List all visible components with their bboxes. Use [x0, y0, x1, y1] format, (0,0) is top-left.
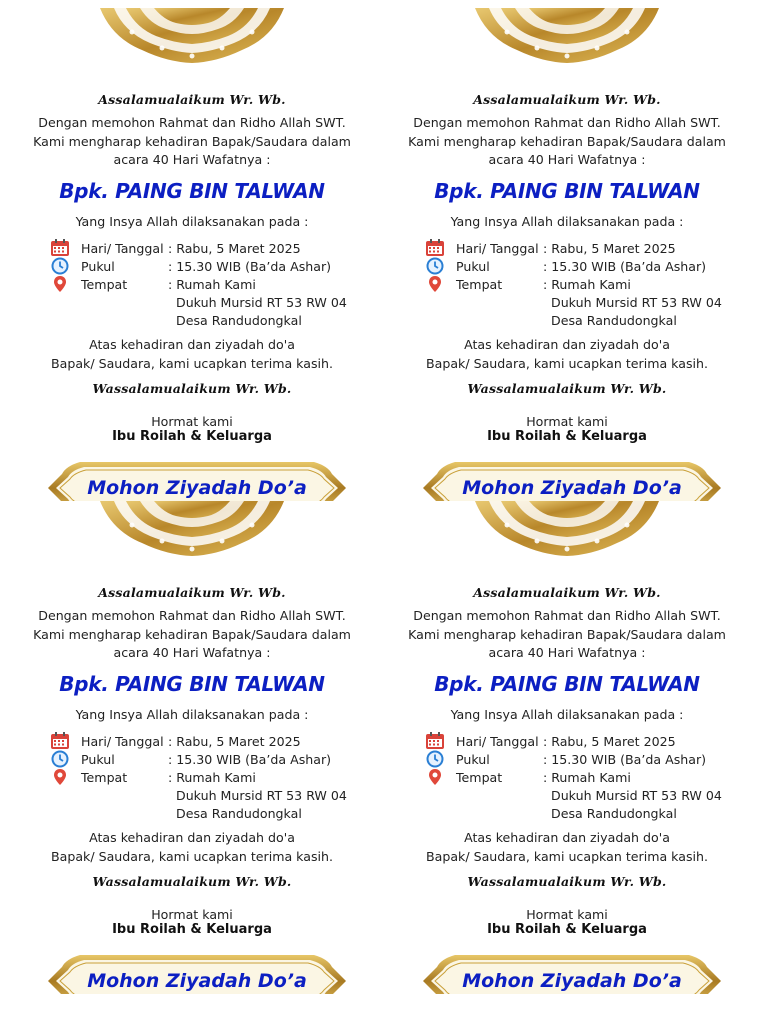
address-line: Desa Randudongkal	[551, 806, 677, 821]
location-pin-icon	[50, 768, 70, 786]
time-label: Pukul	[456, 752, 490, 767]
intro-line: Kami mengharap kehadiran Bapak/Saudara dalam	[408, 133, 726, 149]
regards-text: Hormat kami	[151, 907, 233, 922]
closing-line: Atas kehadiran dan ziyadah do'a	[89, 830, 295, 845]
intro-line: acara 40 Hari Wafatnya :	[113, 152, 271, 167]
calendar-icon	[50, 239, 70, 257]
closing-paragraph	[375, 336, 759, 373]
closing-line: Bapak/ Saudara, kami ucapkan terima kasih.	[425, 355, 709, 371]
signature: Ibu Roilah & Keluarga	[487, 922, 647, 937]
date-value: : Rabu, 5 Maret 2025	[168, 241, 301, 256]
time-value: : 15.30 WIB (Ba’da Ashar)	[168, 259, 332, 274]
banner-text: Mohon Ziyadah Do’a	[87, 970, 307, 992]
closing-line: Atas kehadiran dan ziyadah do'a	[464, 337, 670, 352]
deceased-name: Bpk. PAING BIN TALWAN	[434, 672, 700, 696]
address-line: Dukuh Mursid RT 53 RW 04	[176, 788, 347, 803]
date-value: : Rabu, 5 Maret 2025	[543, 734, 676, 749]
date-value: : Rabu, 5 Maret 2025	[543, 241, 676, 256]
date-value: : Rabu, 5 Maret 2025	[168, 734, 301, 749]
schedule-intro: Yang Insya Allah dilaksanakan pada :	[450, 707, 684, 722]
mandala-ornament-icon	[92, 501, 292, 557]
time-value: : 15.30 WIB (Ba’da Ashar)	[543, 752, 707, 767]
date-label: Hari/ Tanggal	[456, 734, 539, 749]
banner-text: Mohon Ziyadah Do’a	[462, 970, 682, 992]
signature: Ibu Roilah & Keluarga	[487, 429, 647, 444]
intro-paragraph	[0, 114, 384, 170]
invitation-card	[0, 501, 384, 994]
closing-paragraph	[0, 336, 384, 373]
intro-line: acara 40 Hari Wafatnya :	[488, 645, 646, 660]
intro-line: Dengan memohon Rahmat dan Ridho Allah SWT.	[413, 115, 721, 130]
intro-line: Kami mengharap kehadiran Bapak/Saudara dalam	[408, 626, 726, 642]
address-line: Dukuh Mursid RT 53 RW 04	[551, 788, 722, 803]
signature: Ibu Roilah & Keluarga	[112, 922, 272, 937]
greeting: Assalamualaikum Wr. Wb.	[98, 92, 286, 107]
time-label: Pukul	[456, 259, 490, 274]
location-pin-icon	[425, 768, 445, 786]
intro-line: Kami mengharap kehadiran Bapak/Saudara dalam	[33, 626, 351, 642]
regards-text: Hormat kami	[526, 907, 608, 922]
schedule-intro: Yang Insya Allah dilaksanakan pada :	[75, 214, 309, 229]
intro-line: Dengan memohon Rahmat dan Ridho Allah SWT.	[38, 115, 346, 130]
place-label: Tempat	[81, 277, 128, 292]
clock-icon	[50, 750, 70, 768]
calendar-icon	[50, 732, 70, 750]
place-label: Tempat	[456, 277, 503, 292]
address-line: Desa Randudongkal	[551, 313, 677, 328]
intro-paragraph	[0, 607, 384, 663]
place-value: : Rumah Kami	[543, 770, 631, 785]
intro-line: acara 40 Hari Wafatnya :	[488, 152, 646, 167]
closing-line: Bapak/ Saudara, kami ucapkan terima kasih.	[425, 848, 709, 864]
clock-icon	[50, 257, 70, 275]
mandala-ornament-icon	[92, 8, 292, 64]
intro-line: Kami mengharap kehadiran Bapak/Saudara dalam	[33, 133, 351, 149]
signature: Ibu Roilah & Keluarga	[112, 429, 272, 444]
time-value: : 15.30 WIB (Ba’da Ashar)	[543, 259, 707, 274]
regards-text: Hormat kami	[526, 414, 608, 429]
address-line: Dukuh Mursid RT 53 RW 04	[176, 295, 347, 310]
invitation-card	[375, 501, 759, 994]
closing-paragraph	[375, 829, 759, 866]
intro-line: acara 40 Hari Wafatnya :	[113, 645, 271, 660]
clock-icon	[425, 750, 445, 768]
time-label: Pukul	[81, 259, 115, 274]
calendar-icon	[425, 732, 445, 750]
deceased-name: Bpk. PAING BIN TALWAN	[434, 179, 700, 203]
intro-paragraph	[375, 607, 759, 663]
mandala-ornament-icon	[467, 501, 667, 557]
invitation-card	[375, 8, 759, 501]
place-label: Tempat	[81, 770, 128, 785]
farewell: Wassalamualaikum Wr. Wb.	[92, 874, 292, 889]
intro-line: Dengan memohon Rahmat dan Ridho Allah SWT.	[38, 608, 346, 623]
location-pin-icon	[50, 275, 70, 293]
greeting: Assalamualaikum Wr. Wb.	[473, 585, 661, 600]
place-label: Tempat	[456, 770, 503, 785]
greeting: Assalamualaikum Wr. Wb.	[473, 92, 661, 107]
closing-line: Atas kehadiran dan ziyadah do'a	[89, 337, 295, 352]
greeting: Assalamualaikum Wr. Wb.	[98, 585, 286, 600]
date-label: Hari/ Tanggal	[456, 241, 539, 256]
date-label: Hari/ Tanggal	[81, 734, 164, 749]
schedule-intro: Yang Insya Allah dilaksanakan pada :	[75, 707, 309, 722]
time-value: : 15.30 WIB (Ba’da Ashar)	[168, 752, 332, 767]
farewell: Wassalamualaikum Wr. Wb.	[467, 874, 667, 889]
schedule-intro: Yang Insya Allah dilaksanakan pada :	[450, 214, 684, 229]
regards-text: Hormat kami	[151, 414, 233, 429]
place-value: : Rumah Kami	[543, 277, 631, 292]
intro-paragraph	[375, 114, 759, 170]
farewell: Wassalamualaikum Wr. Wb.	[467, 381, 667, 396]
deceased-name: Bpk. PAING BIN TALWAN	[59, 179, 325, 203]
deceased-name: Bpk. PAING BIN TALWAN	[59, 672, 325, 696]
clock-icon	[425, 257, 445, 275]
banner-text: Mohon Ziyadah Do’a	[462, 477, 682, 499]
closing-line: Bapak/ Saudara, kami ucapkan terima kasih.	[50, 355, 334, 371]
date-label: Hari/ Tanggal	[81, 241, 164, 256]
closing-line: Atas kehadiran dan ziyadah do'a	[464, 830, 670, 845]
closing-line: Bapak/ Saudara, kami ucapkan terima kasih.	[50, 848, 334, 864]
address-line: Desa Randudongkal	[176, 806, 302, 821]
place-value: : Rumah Kami	[168, 277, 256, 292]
location-pin-icon	[425, 275, 445, 293]
closing-paragraph	[0, 829, 384, 866]
place-value: : Rumah Kami	[168, 770, 256, 785]
address-line: Dukuh Mursid RT 53 RW 04	[551, 295, 722, 310]
farewell: Wassalamualaikum Wr. Wb.	[92, 381, 292, 396]
intro-line: Dengan memohon Rahmat dan Ridho Allah SWT.	[413, 608, 721, 623]
calendar-icon	[425, 239, 445, 257]
mandala-ornament-icon	[467, 8, 667, 64]
invitation-card	[0, 8, 384, 501]
banner-text: Mohon Ziyadah Do’a	[87, 477, 307, 499]
address-line: Desa Randudongkal	[176, 313, 302, 328]
time-label: Pukul	[81, 752, 115, 767]
